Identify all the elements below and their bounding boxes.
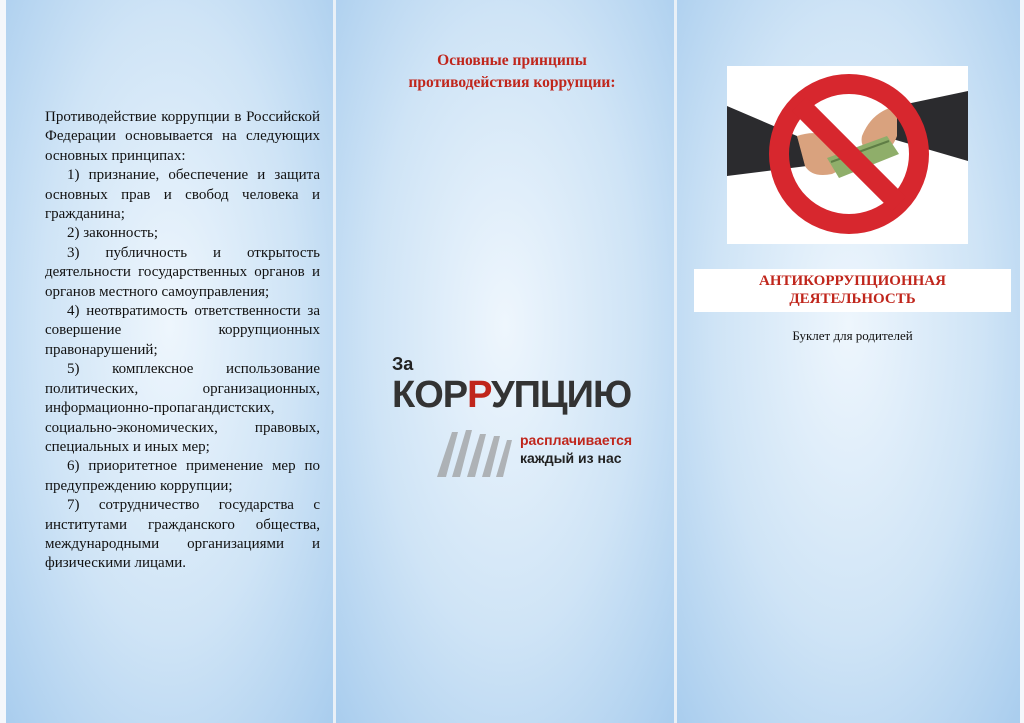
no-bribe-hands-icon [727, 66, 968, 244]
principle-item: 7) сотрудничество государства с институтами гражданского общества, международными организациями и физическими лицами. [45, 497, 320, 572]
logo-slogan-line2: каждый из нас [520, 450, 622, 466]
principle-item: 3) публичность и открытость деятельности государственных органов и органов местного самоуправления; [45, 244, 320, 300]
principle-item: 2) законность; [67, 225, 159, 242]
logo-word: КОРРУПЦИЮ [392, 374, 632, 416]
anti-corruption-logo [392, 352, 647, 477]
principle-item: 5) комплексное использование политических, организационных, информационно-пропагандистских, социально-экономических, правовых, специальных и иных мер; [45, 361, 320, 455]
principles-title: Основные принципы противодействия коррупции: [408, 52, 616, 91]
crowd-silhouette-icon [432, 422, 522, 477]
principles-intro: Противодействие коррупции в Российской Федерации основывается на следующих основных принципах: [45, 109, 320, 164]
fold-line [674, 0, 677, 723]
principles-text [45, 108, 320, 574]
principle-item: 6) приоритетное применение мер по предупреждению коррупции; [45, 458, 320, 494]
principle-item: 4) неотвратимость ответственности за совершение коррупционных правонарушений; [45, 303, 320, 358]
booklet-subtitle: Буклет для родителей [792, 328, 913, 343]
banner-line1: АНТИКОРРУПЦИОННАЯ [759, 273, 946, 289]
banner-line2: ДЕЯТЕЛЬНОСТЬ [789, 291, 916, 307]
no-bribe-image [727, 66, 968, 244]
logo-prefix: За [392, 354, 414, 374]
fold-line [333, 0, 336, 723]
principle-item: 1) признание, обеспечение и защита основных прав и свобод человека и гражданина; [45, 167, 320, 223]
logo-slogan-line1: расплачивается [520, 432, 633, 448]
title-banner [694, 269, 1011, 312]
